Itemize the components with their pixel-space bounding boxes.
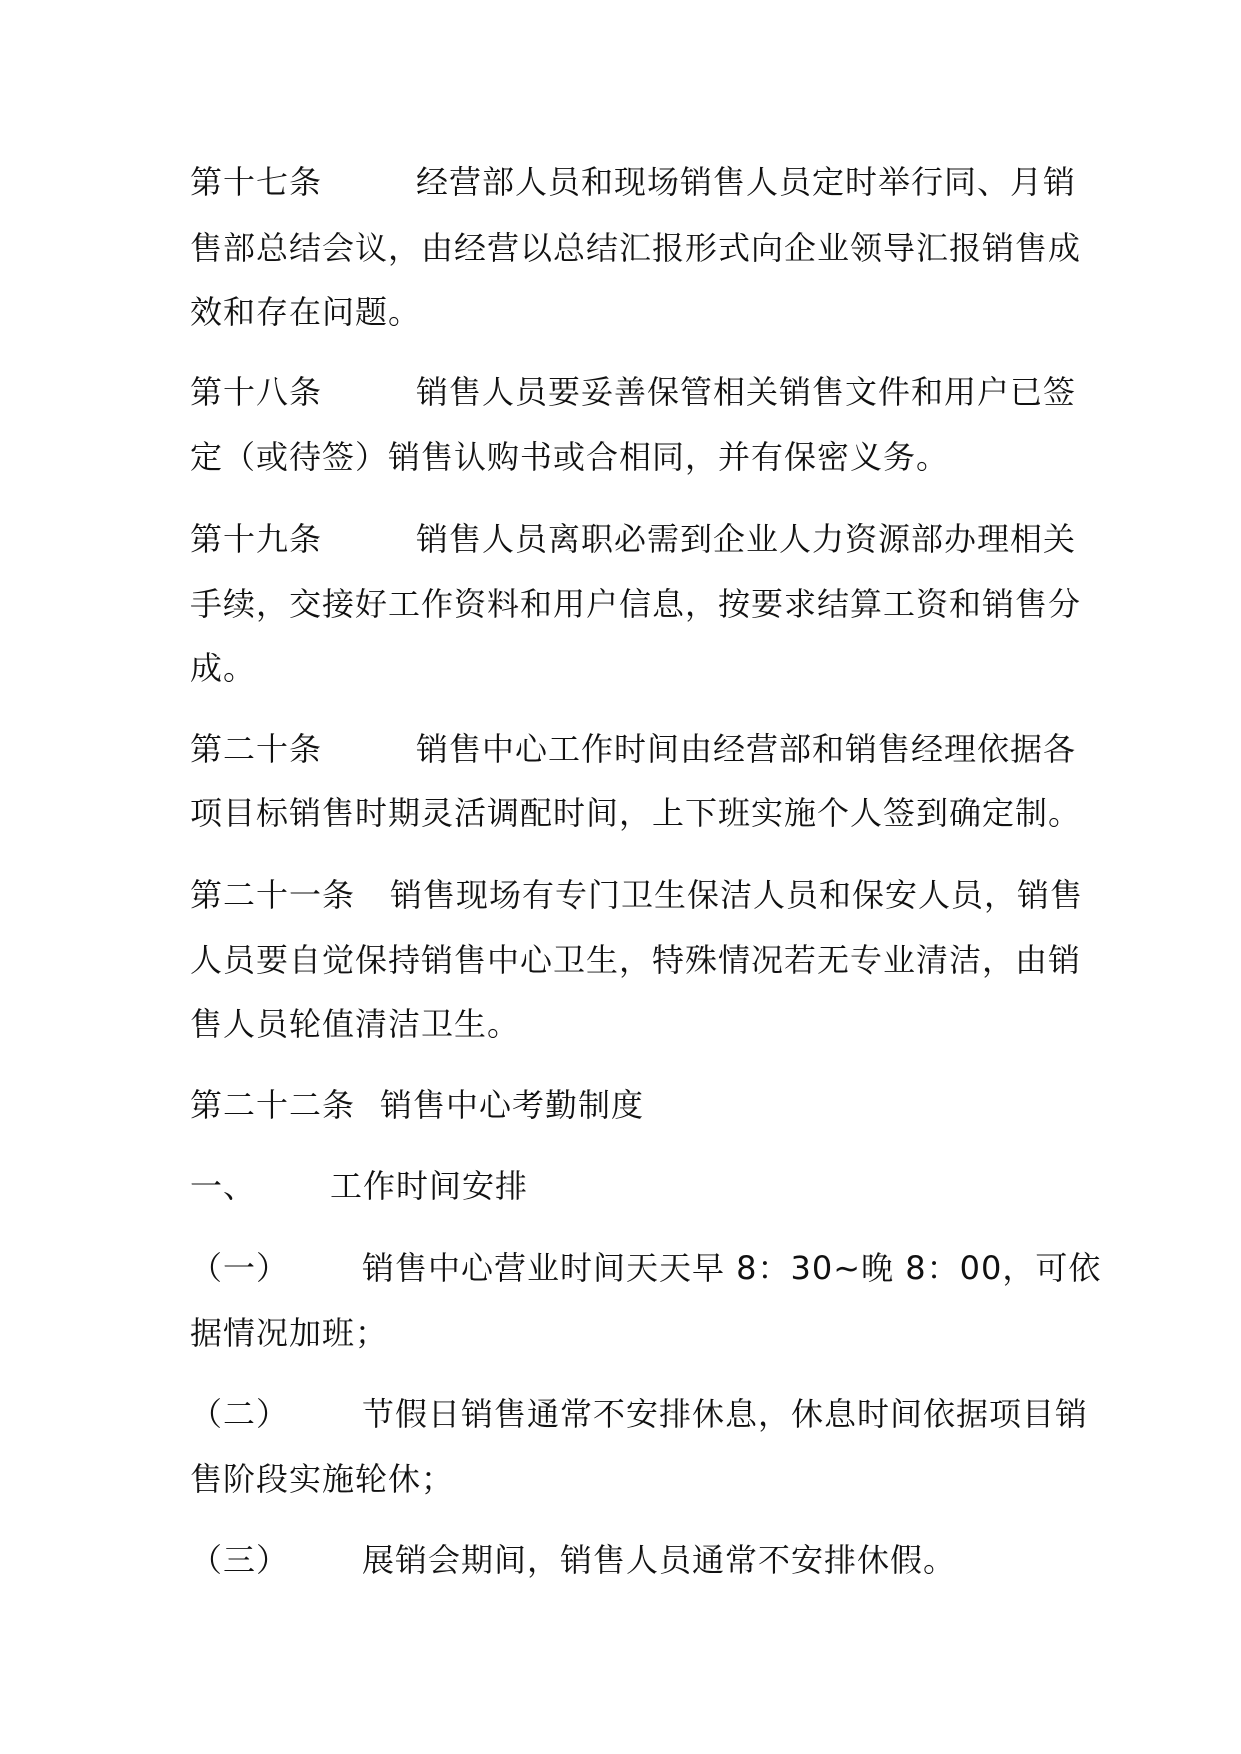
section-text: 工作时间安排 xyxy=(330,1167,529,1205)
article-21-label: 第二十一条 xyxy=(190,876,356,914)
article-19-label: 第十九条 xyxy=(190,520,323,558)
article-17-line-2: 售部总结会议，由经营以总结汇报形式向企业领导汇报销售成 xyxy=(190,229,1082,267)
item-2-text-1: 节假日销售通常不安排休息，休息时间依据项目销 xyxy=(362,1395,1089,1433)
article-18-label: 第十八条 xyxy=(190,373,323,411)
item-1-line-2: 据情况加班； xyxy=(190,1314,389,1352)
item-3-line-1 xyxy=(190,1540,957,1700)
article-20-text-1: 销售中心工作时间由经营部和销售经理依据各 xyxy=(416,730,1077,768)
item-1-label: （一） xyxy=(190,1249,290,1287)
article-17-line-3: 效和存在问题。 xyxy=(190,293,422,331)
article-18-line-2: 定（或待签）销售认购书或合相同，并有保密义务。 xyxy=(190,438,950,476)
item-2-label: （二） xyxy=(190,1395,290,1433)
article-21-line-2: 人员要自觉保持销售中心卫生，特殊情况若无专业清洁，由销 xyxy=(190,941,1082,979)
article-17-label: 第十七条 xyxy=(190,163,323,201)
item-1-text-1: 销售中心营业时间天天早 8：30~晚 8：00，可依 xyxy=(362,1249,1102,1287)
article-21-line-3: 售人员轮值清洁卫生。 xyxy=(190,1005,521,1043)
article-20-label: 第二十条 xyxy=(190,730,323,768)
article-20-line-2: 项目标销售时期灵活调配时间，上下班实施个人签到确定制。 xyxy=(190,794,1082,832)
article-22-label: 第二十二条 xyxy=(190,1086,356,1124)
section-label: 一、 xyxy=(190,1167,257,1205)
article-19-line-2: 手续，交接好工作资料和用户信息，按要求结算工资和销售分 xyxy=(190,585,1082,623)
article-22-text-1: 销售中心考勤制度 xyxy=(380,1086,645,1124)
item-3-label: （三） xyxy=(190,1541,290,1579)
item-2-line-2: 售阶段实施轮休； xyxy=(190,1460,455,1498)
article-18-text-1: 销售人员要妥善保管相关销售文件和用户已签 xyxy=(416,373,1077,411)
article-17-text-1: 经营部人员和现场销售人员定时举行同、月销 xyxy=(416,163,1077,201)
item-3-text-1: 展销会期间，销售人员通常不安排休假。 xyxy=(362,1541,957,1579)
article-19-text-1: 销售人员离职必需到企业人力资源部办理相关 xyxy=(416,520,1077,558)
article-19-line-3: 成。 xyxy=(190,649,257,687)
article-21-text-1: 销售现场有专门卫生保洁人员和保安人员，销售 xyxy=(390,876,1084,914)
